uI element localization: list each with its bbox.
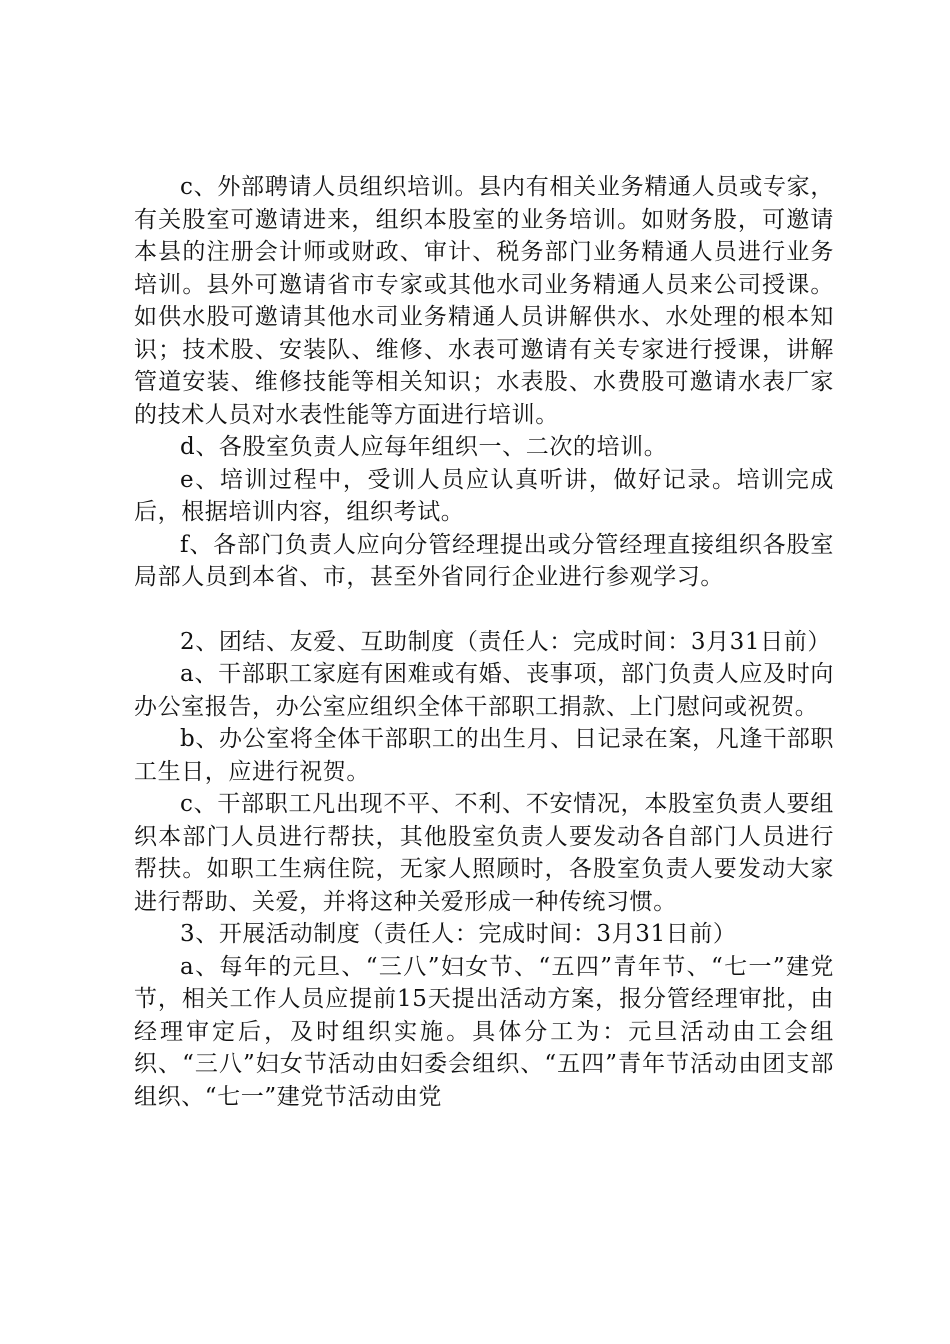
paragraph-training-process: e、培训过程中，受训人员应认真听讲，做好记录。培训完成后，根据培训内容，组织考试。 bbox=[134, 466, 834, 525]
paragraph-site-visits: f、各部门负责人应向分管经理提出或分管经理直接组织各股室局部人员到本省、市，甚至外省同行企业进行参观学习。 bbox=[134, 531, 834, 590]
section-gap bbox=[134, 594, 834, 626]
paragraph-annual-training: d、各股室负责人应每年组织一、二次的培训。 bbox=[180, 434, 668, 460]
paragraph-birthdays: b、办公室将全体干部职工的出生月、日记录在案，凡逢干部职工生日，应进行祝贺。 bbox=[134, 726, 834, 785]
paragraph-family-difficulties: a、干部职工家庭有困难或有婚、丧事项，部门负责人应及时向办公室报告，办公室应组织全体干部职工捐款、上门慰问或祝贺。 bbox=[134, 661, 834, 720]
heading-activities-system: 3、开展活动制度（责任人：完成时间：3月31日前） bbox=[180, 921, 737, 947]
heading-unity-system: 2、团结、友爱、互助制度（责任人：完成时间：3月31日前） bbox=[180, 628, 831, 655]
paragraph-external-training: c、外部聘请人员组织培训。县内有相关业务精通人员或专家，有关股室可邀请进来，组织本股室的业务培训。如财务股，可邀请本县的注册会计师或财政、审计、税务部门业务精通人员进行业务培训。县外可邀请省市专家或其他水司业务精通人员来公司授课。如供水股可邀请其他水司业务精通人员讲解供水、水处理的根本知识；技术股、安装队、维修、水表可邀请有关专家进行授课，讲解管道安装、维修技能等相关知识；水表股、水费股可邀请水表厂家的技术人员对水表性能等方面进行培训。 bbox=[134, 174, 834, 428]
document-body bbox=[134, 171, 834, 1113]
paragraph-holiday-activities: a、每年的元旦、“三八”妇女节、“五四”青年节、“七一”建党节，相关工作人员应提前15天提出活动方案，报分管经理审批，由经理审定后，及时组织实施。具体分工为：元旦活动由工会组织、“三八”妇女节活动由妇委会组织、“五四”青年节活动由团支部组织、“七一”建党节活动由党 bbox=[134, 953, 834, 1110]
paragraph-assistance: c、干部职工凡出现不平、不利、不安情况，本股室负责人要组织本部门人员进行帮扶，其他股室负责人要发动各自部门人员进行帮扶。如职工生病住院，无家人照顾时，各股室负责人要发动大家进行帮助、关爱，并将这种关爱形成一种传统习惯。 bbox=[134, 791, 834, 915]
